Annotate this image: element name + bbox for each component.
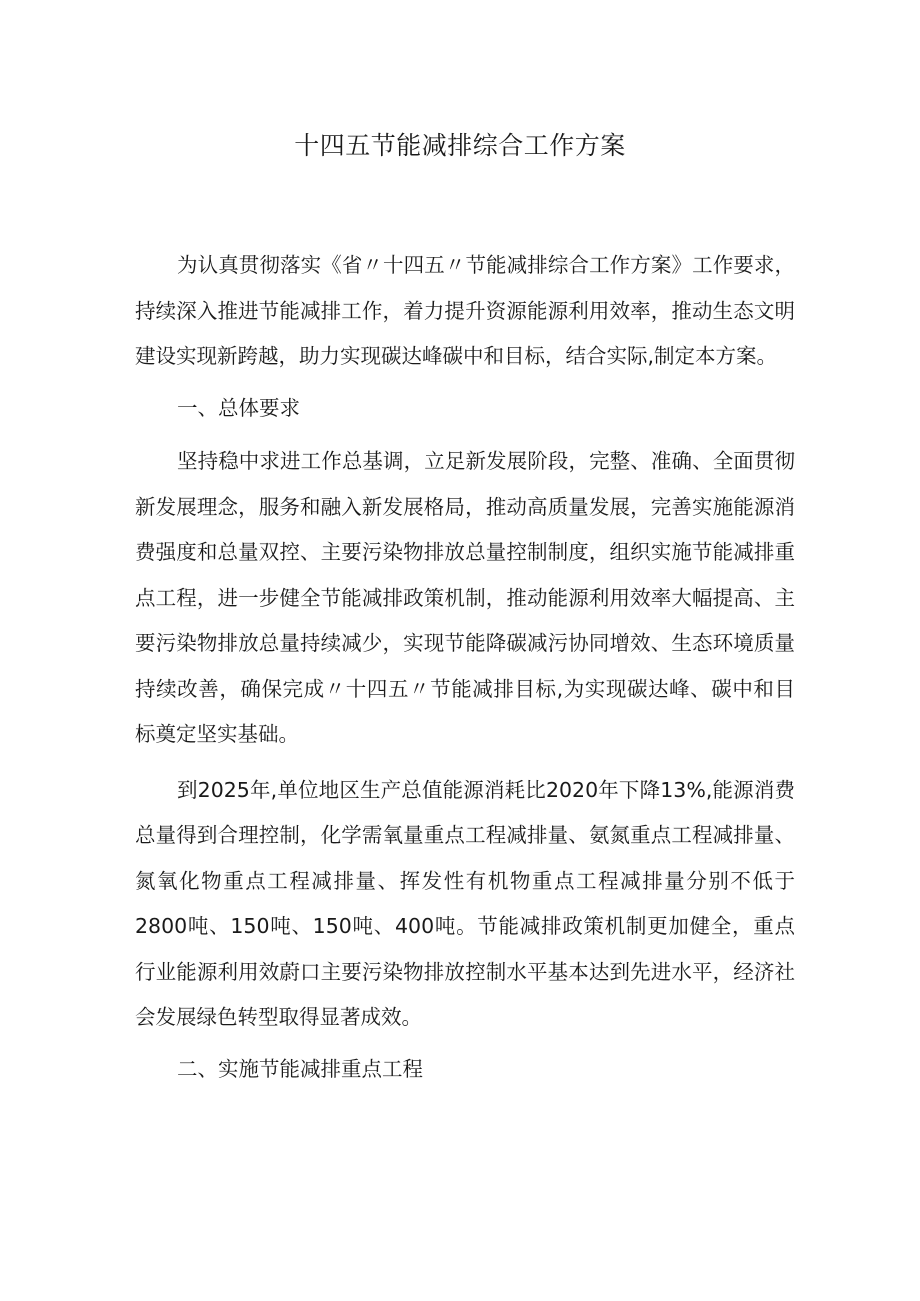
document-body (135, 243, 795, 1092)
section-heading-key-projects: 二、实施节能减排重点工程 (177, 1056, 423, 1081)
targets-paragraph: 到2025年,单位地区生产总值能源消耗比2020年下降13%,能源消费总量得到合理控制，化学需氧量重点工程减排量、氨氮重点工程减排量、氮氧化物重点工程减排量、挥发性有机物重点工程减排量分别不低于2800吨、150吨、150吨、400吨。节能减排政策机制更加健全，重点行业能源利用效蔚口主要污染物排放控制水平基本达到先进水平，经济社会发展绿色转型取得显著成效。 (135, 777, 795, 1029)
intro-paragraph: 为认真贯彻落实《省〃十四五〃节能减排综合工作方案》工作要求，持续深入推进节能减排工作，着力提升资源能源利用效率，推动生态文明建设实现新跨越，助力实现碳达峰碳中和目标，结合实际,制定本方案。 (135, 253, 795, 368)
general-requirements-paragraph: 坚持稳中求进工作总基调，立足新发展阶段，完整、准确、全面贯彻新发展理念，服务和融入新发展格局，推动高质量发展，完善实施能源消费强度和总量双控、主要污染物排放总量控制制度，组织实施节能减排重点工程，进一步健全节能减排政策机制，推动能源利用效率大幅提高、主要污染物排放总量持续减少，实现节能降碳减污协同增效、生态环境质量持续改善，确保完成〃十四五〃节能减排目标,为实现碳达峰、碳中和目标奠定坚实基础。 (135, 449, 795, 746)
section-heading-general-requirements: 一、总体要求 (177, 395, 300, 420)
document-title: 十四五节能减排综合工作方案 (294, 131, 626, 160)
